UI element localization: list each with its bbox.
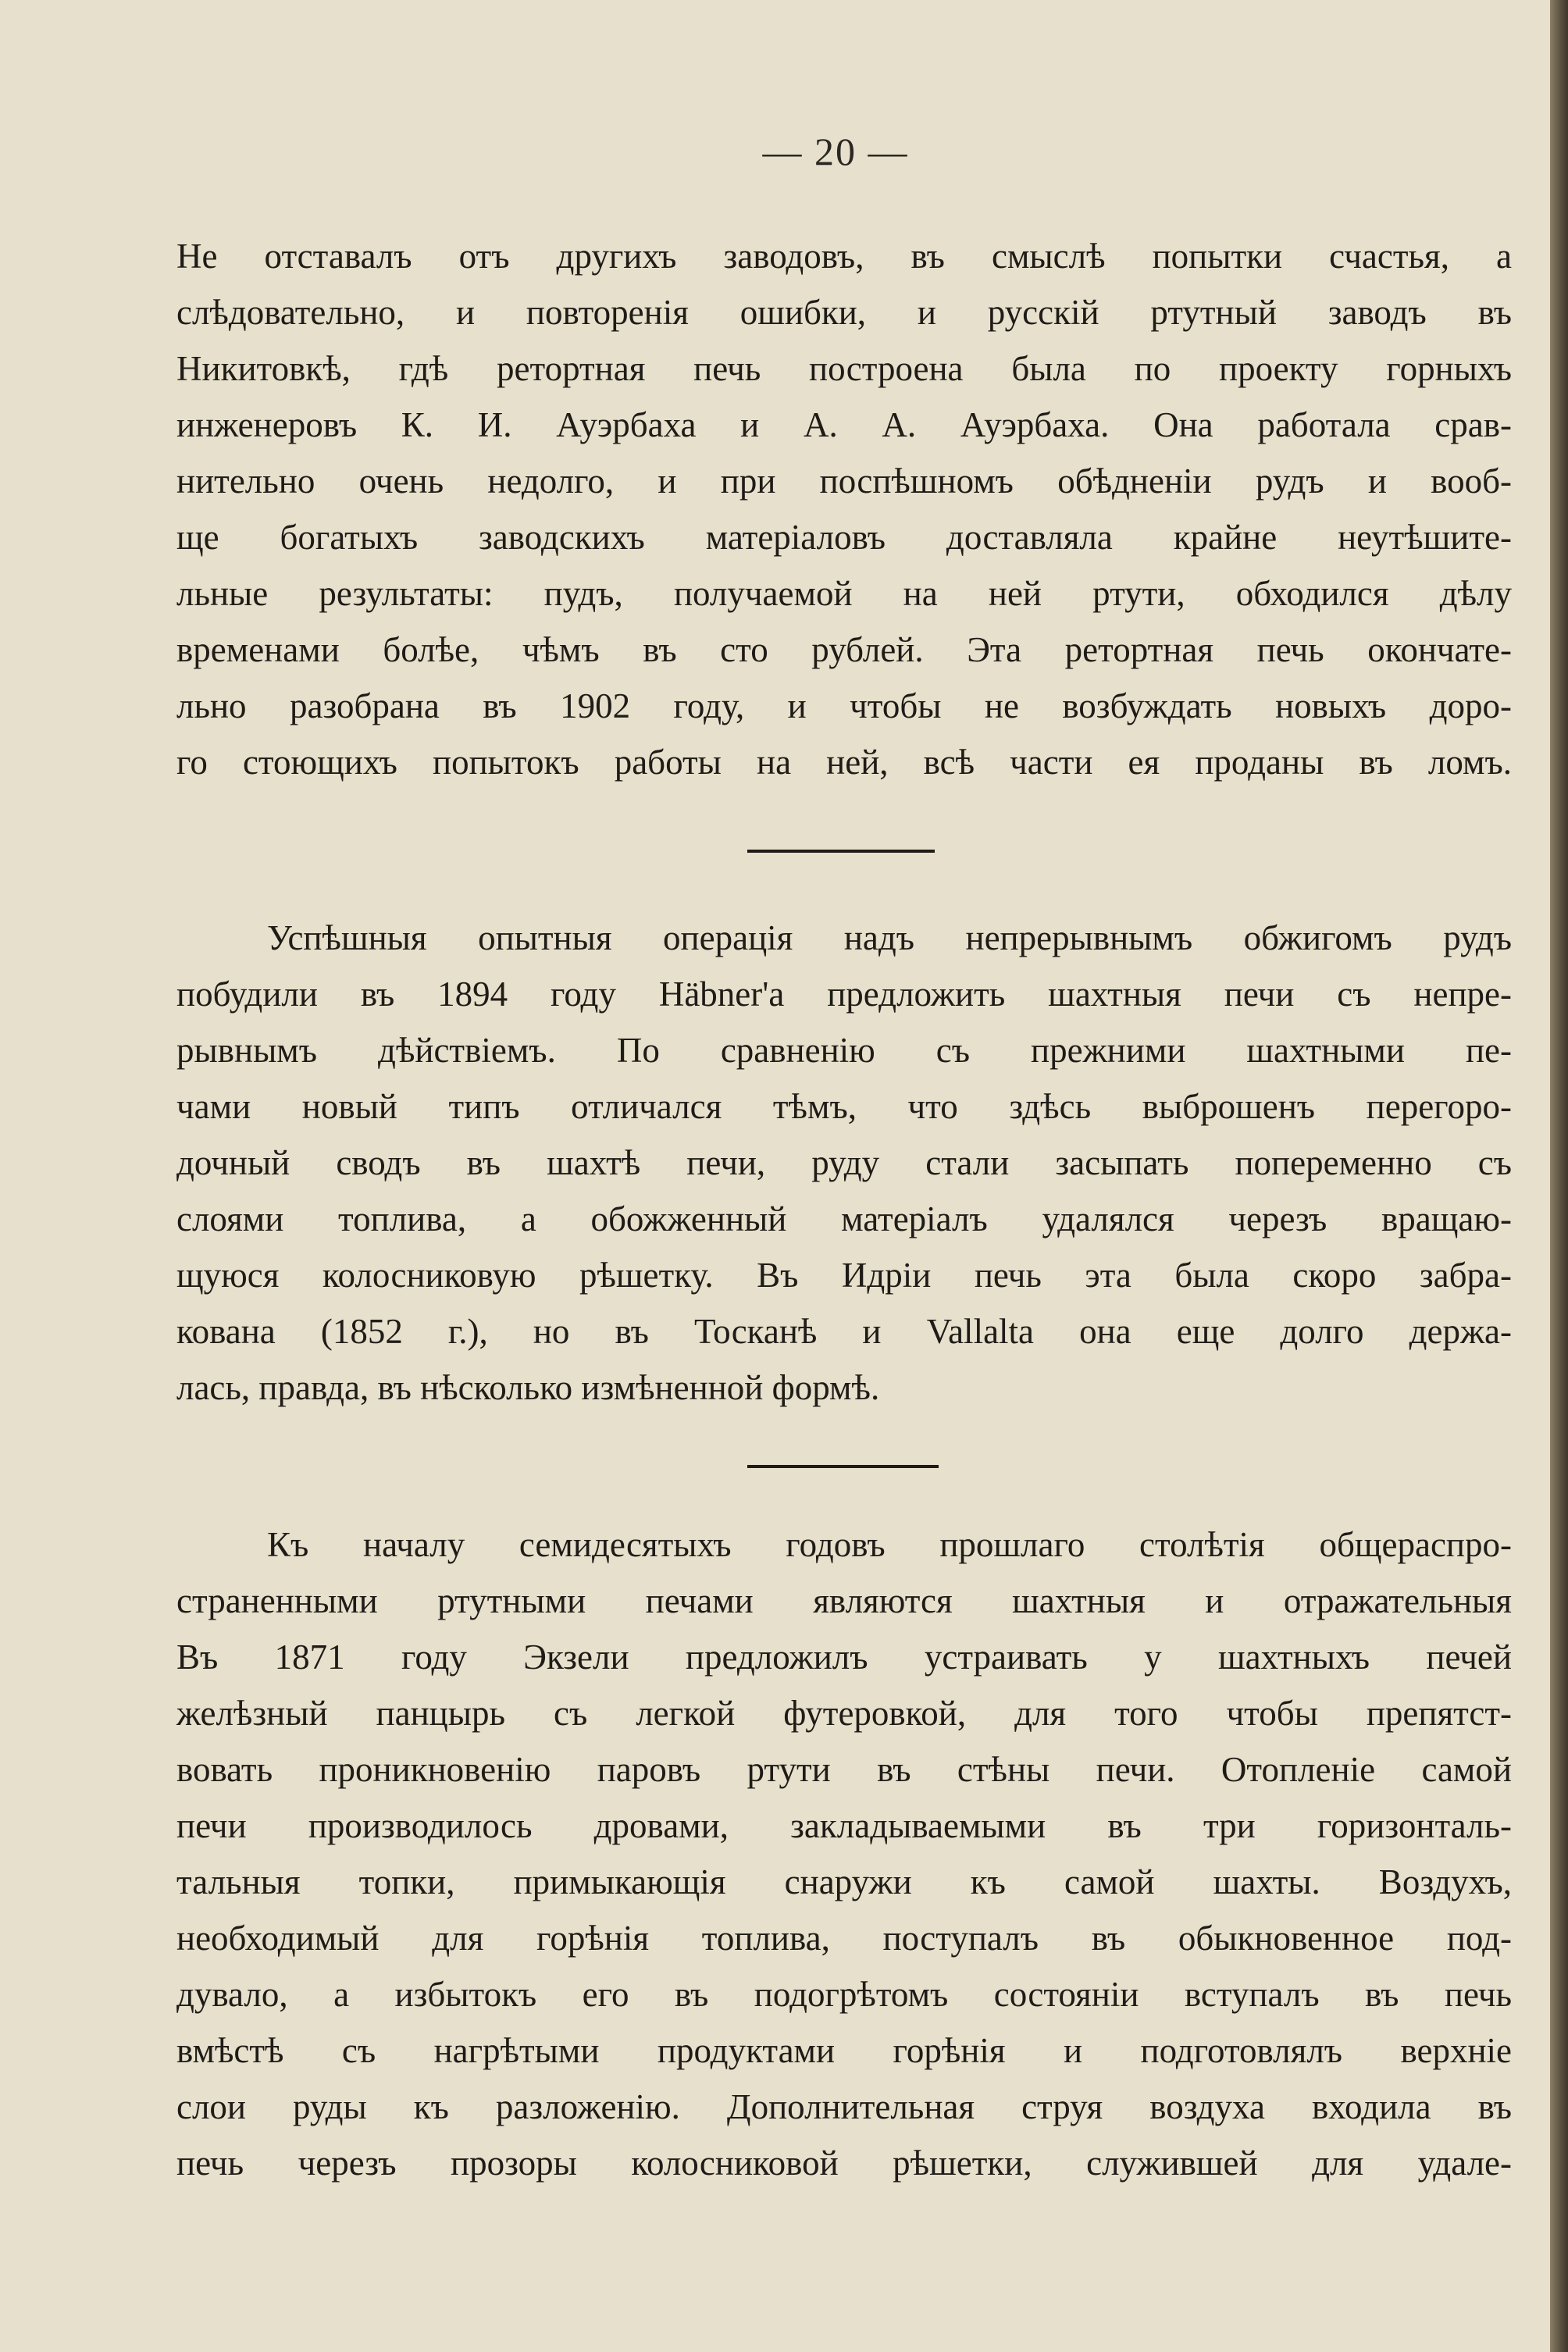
text-line: Никитовкѣ, гдѣ ретортная печь построена была по проекту горныхъ	[176, 349, 1512, 388]
text-line: побудили въ 1894 году Häbner'а предложить шахтныя печи съ непре-	[176, 975, 1512, 1014]
text-line: кована (1852 г.), но въ Тосканѣ и Vallalta она еще долго держа-	[176, 1312, 1512, 1351]
paragraph-2	[176, 910, 1512, 1416]
text-line: нительно очень недолго, и при поспѣшномъ обѣдненіи рудъ и вооб-	[176, 461, 1512, 501]
text-line: страненными ртутными печами являются шахтныя и отражательныя	[176, 1581, 1512, 1620]
text-line: щуюся колосниковую рѣшетку. Въ Идріи печь эта была скоро забра-	[176, 1256, 1512, 1295]
text-line: Не отставалъ отъ другихъ заводовъ, въ смыслѣ попытки счастья, а	[176, 237, 1512, 276]
text-line: тальныя топки, примыкающія снаружи къ самой шахты. Воздухъ,	[176, 1862, 1512, 1901]
page-number: — 20 —	[762, 130, 909, 173]
text-line: необходимый для горѣнія топлива, поступалъ въ обыкновенное под-	[176, 1919, 1512, 1958]
text-line: лась, правда, въ нѣсколько измѣненной формѣ.	[176, 1368, 880, 1407]
book-binding-edge	[1550, 0, 1568, 2352]
text-line: слои руды къ разложенію. Дополнительная струя воздуха входила въ	[176, 2087, 1512, 2126]
section-divider	[747, 1465, 939, 1468]
text-line: Успѣшныя опытныя операція надъ непрерывнымъ обжигомъ рудъ	[267, 918, 1512, 957]
text-line: льно разобрана въ 1902 году, и чтобы не возбуждать новыхъ доро-	[176, 686, 1512, 725]
text-line: дувало, а избытокъ его въ подогрѣтомъ состояніи вступалъ въ печь	[176, 1975, 1512, 2014]
paragraph-1	[176, 228, 1512, 790]
text-line: го стоющихъ попытокъ работы на ней, всѣ части ея проданы въ ломъ.	[176, 743, 1512, 782]
text-line: инженеровъ К. И. Ауэрбаха и А. А. Ауэрбаха. Она работала срав-	[176, 405, 1512, 444]
text-line: чами новый типъ отличался тѣмъ, что здѣсь выброшенъ перегоро-	[176, 1087, 1512, 1126]
text-line: Въ 1871 году Экзели предложилъ устраивать у шахтныхъ печей	[176, 1637, 1512, 1677]
paragraph-3	[176, 1516, 1512, 2191]
text-line: вовать проникновенію паровъ ртути въ стѣны печи. Отопленіе самой	[176, 1750, 1512, 1789]
text-line: вмѣстѣ съ нагрѣтыми продуктами горѣнія и подготовлялъ верхніе	[176, 2031, 1512, 2070]
text-line: желѣзный панцырь съ легкой футеровкой, для того чтобы препятст-	[176, 1694, 1512, 1733]
section-divider	[747, 850, 935, 853]
text-line: рывнымъ дѣйствіемъ. По сравненію съ прежними шахтными пе-	[176, 1031, 1512, 1070]
text-line: дочный сводъ въ шахтѣ печи, руду стали засыпать попеременно съ	[176, 1143, 1512, 1182]
text-line: временами болѣе, чѣмъ въ сто рублей. Эта ретортная печь окончате-	[176, 630, 1512, 669]
text-line: слѣдовательно, и повторенія ошибки, и русскій ртутный заводъ въ	[176, 293, 1512, 332]
text-line: ще богатыхъ заводскихъ матеріаловъ доставляла крайне неутѣшите-	[176, 518, 1512, 557]
text-line: слоями топлива, а обожженный матеріалъ удалялся черезъ вращаю-	[176, 1199, 1512, 1238]
text-line: печи производилось дровами, закладываемыми въ три горизонталь-	[176, 1806, 1512, 1845]
text-line: Къ началу семидесятыхъ годовъ прошлаго столѣтія общераспро-	[267, 1525, 1512, 1564]
text-line: печь черезъ прозоры колосниковой рѣшетки, служившей для удале-	[176, 2144, 1512, 2183]
text-line: льные результаты: пудъ, получаемой на ней ртути, обходился дѣлу	[176, 574, 1512, 613]
